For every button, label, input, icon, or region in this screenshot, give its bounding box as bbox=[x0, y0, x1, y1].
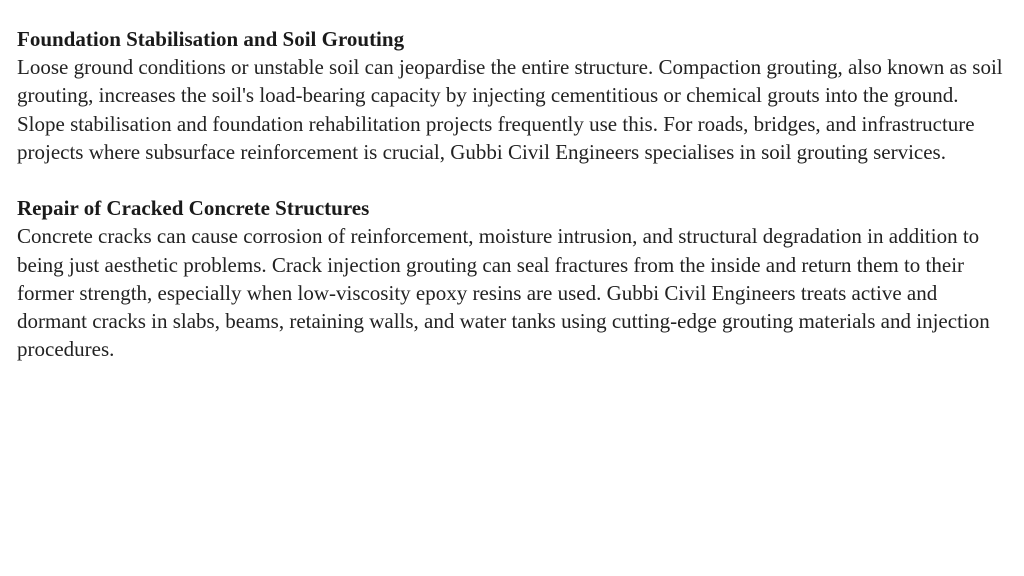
section-soil-grouting bbox=[17, 25, 1007, 166]
article-content bbox=[17, 25, 1007, 363]
section-crack-repair bbox=[17, 194, 1007, 363]
section-paragraph: Concrete cracks can cause corrosion of reinforcement, moisture intrusion, and structural degradation in addition to being just aesthetic problems. Crack injection grouting can seal fractures from the inside and return them to their former strength, especially when low-viscosity epoxy resins are used. Gubbi Civil Engineers treats active and dormant cracks in slabs, beams, retaining walls, and water tanks using cutting-edge grouting materials and injection procedures. bbox=[17, 224, 990, 362]
section-paragraph: Loose ground conditions or unstable soil can jeopardise the entire structure. Compaction grouting, also known as soil grouting, increases the soil's load-bearing capacity by injecting cementitious or chemical grouts into the ground. Slope stabilisation and foundation rehabilitation projects frequently use this. For roads, bridges, and infrastructure projects where subsurface reinforcement is crucial, Gubbi Civil Engineers specialises in soil grouting services. bbox=[17, 55, 1003, 164]
section-heading: Foundation Stabilisation and Soil Grouting bbox=[17, 27, 405, 51]
section-heading: Repair of Cracked Concrete Structures bbox=[17, 196, 370, 221]
